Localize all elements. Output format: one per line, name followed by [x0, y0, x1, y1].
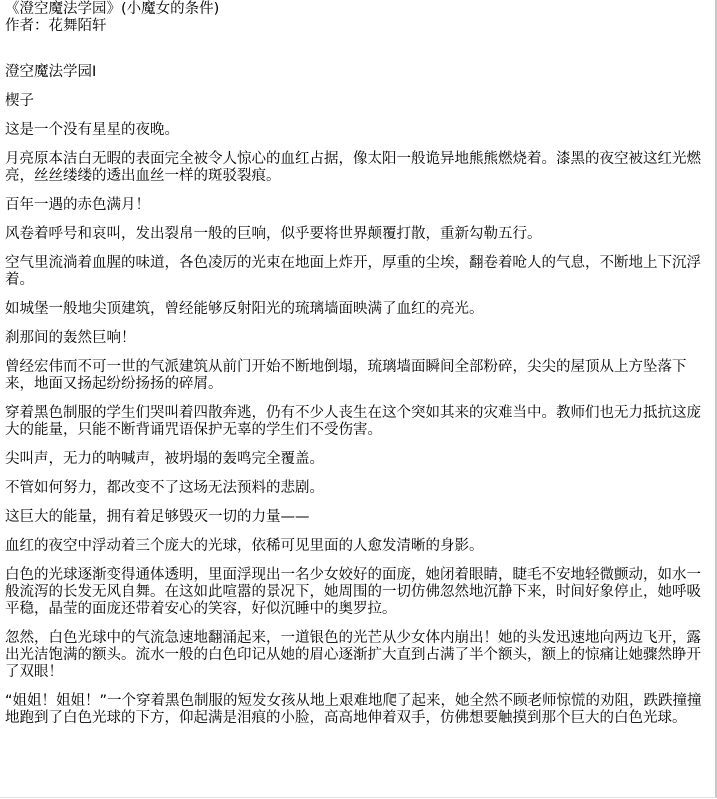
- document-header: [5, 1, 709, 35]
- paragraph: 尖叫声，无力的呐喊声，被坍塌的轰鸣完全覆盖。: [5, 451, 324, 467]
- paragraph: 百年一遇的赤色满月！: [5, 197, 150, 213]
- section-title: 楔子: [5, 93, 34, 109]
- book-author: 作者：花舞陌轩: [5, 18, 107, 34]
- paragraph: 穿着黑色制服的学生们哭叫着四散奔逃，仍有不少人丧生在这个突如其来的灾难当中。教师们也无力抵抗这庞大的能量，只能不断背诵咒语保护无辜的学生们不受伤害。: [5, 405, 701, 438]
- paragraph: 这是一个没有星星的夜晚。: [5, 122, 179, 138]
- paragraph: 这巨大的能量，拥有着足够毁灭一切的力量——: [5, 509, 310, 525]
- paragraph: 如城堡一般地尖顶建筑，曾经能够反射阳光的琉璃墙面映满了血红的亮光。: [5, 301, 484, 317]
- paragraph: 血红的夜空中浮动着三个庞大的光球，依稀可见里面的人愈发清晰的身影。: [5, 538, 484, 554]
- volume-title: 澄空魔法学园Ⅰ: [5, 64, 97, 80]
- paragraph: 空气里流淌着血腥的味道，各色凌厉的光束在地面上炸开，厚重的尘埃，翻卷着呛人的气息，不断地上下沉浮着。: [5, 255, 701, 288]
- paragraph: 不管如何努力，都改变不了这场无法预料的悲剧。: [5, 480, 324, 496]
- document-body: [5, 1, 709, 739]
- paragraph: 忽然，白色光球中的气流急速地翻涌起来，一道银色的光芒从少女体内崩出！她的头发迅速地向两边飞开，露出光洁饱满的额头。流水一般的白色印记从她的眉心逐渐扩大直到占满了半个额头，额上的惊痛让她骤然睁开了双眼！: [5, 630, 701, 680]
- paragraph: 月亮原本洁白无暇的表面完全被令人惊心的血红占据，像太阳一般诡异地熊熊燃烧着。漆黑的夜空被这红光燃亮，丝丝缕缕的透出血丝一样的斑驳裂痕。: [5, 151, 701, 184]
- paragraph: “姐姐！姐姐！”一个穿着黑色制服的短发女孩从地上艰难地爬了起来，她全然不顾老师惊慌的劝阻，跌跌撞撞地跑到了白色光球的下方，仰起满是泪痕的小脸，高高地伸着双手，仿佛想要触摸到那个巨大的白色光球。: [5, 693, 702, 726]
- paragraph: 刹那间的轰然巨响！: [5, 330, 136, 346]
- paragraph: 曾经宏伟而不可一世的气派建筑从前门开始不断地倒塌，琉璃墙面瞬间全部粉碎，尖尖的屋顶从上方坠落下来，地面又扬起纷纷扬扬的碎屑。: [5, 359, 687, 392]
- paragraph: 风卷着呼号和哀叫，发出裂帛一般的巨响，似乎要将世界颠覆打散，重新勾勒五行。: [5, 226, 542, 242]
- book-title: 《澄空魔法学园》(小魔女的条件): [5, 1, 220, 17]
- paragraph: 白色的光球逐渐变得通体透明，里面浮现出一名少女姣好的面庞，她闭着眼睛，睫毛不安地轻微颤动，如水一般流泻的长发无风自舞。在这如此喧嚣的景况下，她周围的一切仿佛忽然地沉静下来，时间好象停止，她呼吸平稳，晶莹的面庞还带着安心的笑容，好似沉睡中的奥罗拉。: [5, 567, 701, 617]
